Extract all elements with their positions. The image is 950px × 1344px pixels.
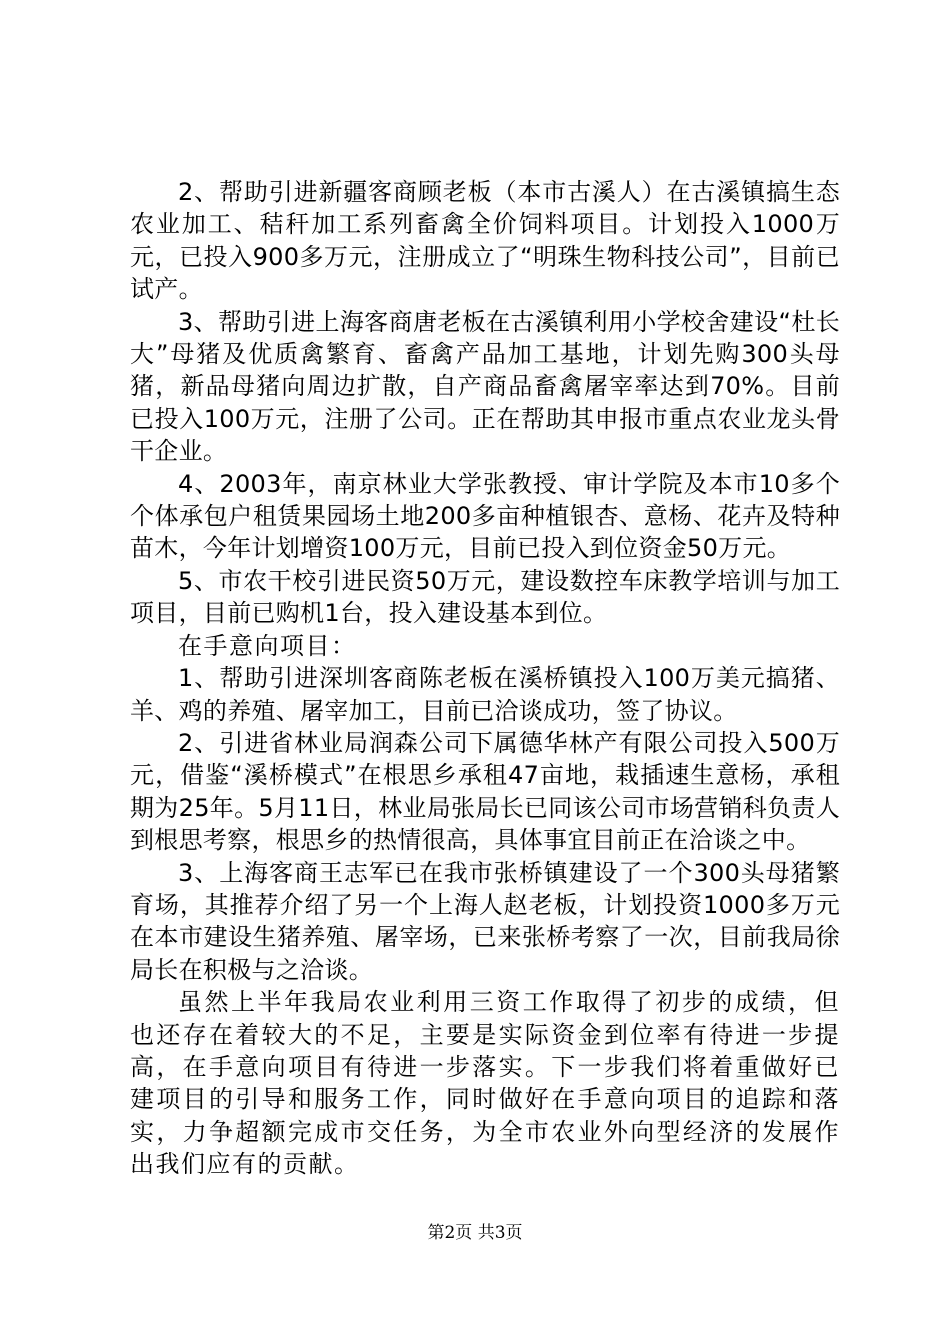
paragraph-project-5: 5、市农干校引进民资50万元，建设数控车床教学培训与加工项目，目前已购机1台，投入建设基本到位。 — [130, 566, 840, 628]
paragraph-project-2: 2、帮助引进新疆客商顾老板（本市古溪人）在古溪镇搞生态农业加工、秸秆加工系列畜禽全价饲料项目。计划投入1000万元，已投入900多万元，注册成立了“明珠生物科技公司”，目前已试产。 — [130, 178, 840, 304]
document-body — [130, 176, 840, 1181]
paragraph-intended-3: 3、上海客商王志军已在我市张桥镇建设了一个300头母猪繁育场，其推荐介绍了另一个上海人赵老板，计划投资1000多万元在本市建设生猪养殖、屠宰场，已来张桥考察了一次，目前我局徐局长在积极与之洽谈。 — [130, 858, 840, 984]
paragraph-project-4: 4、2003年，南京林业大学张教授、审计学院及本市10多个个体承包户租赁果园场土地200多亩种植银杏、意杨、花卉及特种苗木，今年计划增资100万元，目前已投入到位资金50万元。 — [130, 469, 840, 563]
paragraph-project-3: 3、帮助引进上海客商唐老板在古溪镇利用小学校舍建设“杜长大”母猪及优质禽繁育、畜禽产品加工基地，计划先购300头母猪，新品母猪向周边扩散，自产商品畜禽屠宰率达到70%。目前已投入100万元，注册了公司。正在帮助其申报市重点农业龙头骨干企业。 — [130, 307, 840, 466]
paragraph-intended-2: 2、引进省林业局润森公司下属德华林产有限公司投入500万元，借鉴“溪桥模式”在根思乡承租47亩地，栽插速生意杨，承租期为25年。5月11日，林业局张局长已同该公司市场营销科负责人到根思考察，根思乡的热情很高，具体事宜目前正在洽谈之中。 — [130, 728, 840, 855]
paragraph-intended-1: 1、帮助引进深圳客商陈老板在溪桥镇投入100万美元搞猪、羊、鸡的养殖、屠宰加工，目前已洽谈成功，签了协议。 — [130, 664, 840, 725]
page-number-footer: 第2页 共3页 — [427, 1223, 523, 1243]
paragraph-conclusion: 虽然上半年我局农业利用三资工作取得了初步的成绩，但也还存在着较大的不足，主要是实际资金到位率有待进一步提高，在手意向项目有待进一步落实。下一步我们将着重做好已建项目的引导和服务工作，同时做好在手意向项目的追踪和落实，力争超额完成市交任务，为全市农业外向型经济的发展作出我们应有的贡献。 — [130, 988, 840, 1179]
section-heading-intended-projects: 在手意向项目： — [178, 631, 357, 660]
